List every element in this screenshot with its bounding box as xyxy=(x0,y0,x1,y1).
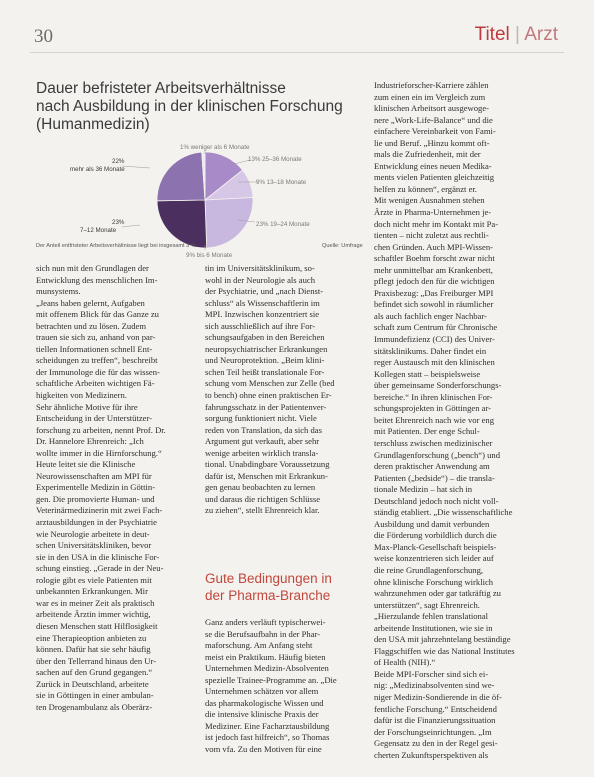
text-line: beitet Ehrenreich nach wie vor eng xyxy=(374,414,495,425)
text-line: und daraus die richtigen Schlüsse xyxy=(205,493,321,504)
pie-label-r1: 13% 25–36 Monate xyxy=(248,156,302,163)
text-line: terschluss zwischen medizinischer xyxy=(374,437,493,448)
text-line: lie und Beruf. „Hinzu kommt oft- xyxy=(374,137,490,148)
pie-slice-2 xyxy=(205,198,253,248)
text-line: befindet sich sowohl in räumlicher xyxy=(374,299,494,310)
text-line: vom vfa. Zu den Motiven für eine xyxy=(205,744,322,755)
text-line: „Jeans haben gelernt, Aufgaben xyxy=(36,297,145,308)
text-line: können. Dafür hat sie sehr häufig xyxy=(36,644,151,655)
text-line: fahrungsschatz in der Patientenver- xyxy=(205,401,327,412)
subheading-line: Gute Bedingungen in xyxy=(205,571,332,586)
text-line: eine Therapieoption anbieten zu xyxy=(36,632,147,643)
section-subtitle: Arzt xyxy=(524,24,558,45)
text-line: neuropsychiatrischer Erkrankungen xyxy=(205,343,328,354)
text-line: die Förderung vorbildlich durch die xyxy=(374,530,497,541)
text-line: Unternehmen Medizin-Absolventen xyxy=(205,663,329,674)
text-line: ments vielen Patienten gleichzeitig xyxy=(374,172,495,183)
subheading-line: der Pharma-Branche xyxy=(205,588,331,603)
pie-label-top: 1% weniger als 6 Monate xyxy=(180,144,250,151)
text-line: Heute leitet sie die Klinische xyxy=(36,459,136,470)
text-line: niger Medizin-Sondierende in die öf- xyxy=(374,691,502,702)
text-line: Experimentelle Medizin in Göttin- xyxy=(36,482,156,493)
text-line: der Forschungseinrichtungen. „Im xyxy=(374,726,492,737)
text-line: Argument gut verkauft, aber sehr xyxy=(205,436,320,447)
text-line: Entwicklung des menschlichen Im- xyxy=(36,274,158,285)
text-line: schung einstieg. „Gerade in der Neu- xyxy=(36,563,164,574)
text-line: munsystems. xyxy=(36,286,81,297)
text-line: als auch fachlich enger Nachbar- xyxy=(374,310,487,321)
text-line: tional. Unabdingbare Voraussetzung xyxy=(205,459,330,470)
text-line: spezielle Trainee-Programme an. „Die xyxy=(205,674,337,685)
text-line: arztausbildungen in der Psychiatrie xyxy=(36,517,157,528)
text-line: Praxisbezug: „Das Freiburger MPI xyxy=(374,287,494,298)
chart-caption: Der Anteil entfristeter Arbeitsverhältnisse liegt bei insgesamt 3 %. xyxy=(36,243,198,249)
text-line: schung vom Menschen zur Zelle (bed xyxy=(205,378,335,389)
text-line: maforschung. Am Anfang steht xyxy=(205,640,313,651)
chart-title-line: (Humanmedizin) xyxy=(36,116,150,133)
text-line: das pharmakologische Wissen und xyxy=(205,697,324,708)
text-column-2b xyxy=(205,617,365,756)
text-line: und Neuroprotektion. „Beim klini- xyxy=(205,355,325,366)
text-line: mit offenem Blick für das Ganze zu xyxy=(36,309,159,320)
text-line: schluss“ als Wissenschaftlerin im xyxy=(205,297,320,308)
text-line: schen Universitätskliniken, bevor xyxy=(36,540,152,551)
text-line: ohne klinische Forschung wirklich xyxy=(374,576,494,587)
text-line: gen. Die promovierte Human- und xyxy=(36,493,155,504)
text-line: gen genau beobachten zu lernen xyxy=(205,482,316,493)
text-line: nig: „Medizinabsolventen sind we- xyxy=(374,680,495,691)
text-line: schen Teil heißt translationale For- xyxy=(205,366,325,377)
pie-slices xyxy=(157,152,253,248)
text-line: ten Drogenambulanz als Oberärz- xyxy=(36,701,153,712)
section-subheading xyxy=(205,570,365,604)
section-title: Titel xyxy=(474,24,510,45)
text-line: ständig etabliert. „Die wissenschaftliche xyxy=(374,507,513,518)
text-line: fentliche Forschung.“ Entscheidend xyxy=(374,703,497,714)
text-column-1 xyxy=(36,263,186,713)
text-line: Dr. Hannelore Ehrenreich: „Ich xyxy=(36,436,144,447)
pie-slice-4 xyxy=(157,152,205,201)
text-line: „Hierzulande fehlen translational xyxy=(374,611,489,622)
pie-label-left1-text: mehr als 36 Monate xyxy=(70,166,125,173)
text-line: sorgung funktioniert nicht. Viele xyxy=(205,413,317,424)
text-line: die reine Grundlagenforschung, xyxy=(374,564,484,575)
pie-label-bottom: 9% bis 6 Monate xyxy=(186,252,233,259)
chart-source: Quelle: Umfrage xyxy=(322,243,363,249)
text-line: schaftliche Arbeiten wichtigen Fä- xyxy=(36,378,155,389)
text-line: diesen Menschen statt Hilflosigkeit xyxy=(36,620,158,631)
text-line: tionale Medizin – hat sich in xyxy=(374,484,473,495)
text-line: Patienten („bedside“) – die transla- xyxy=(374,472,495,483)
text-line: nere „Work-Life-Balance“ und die xyxy=(374,114,493,125)
text-line: meist ein Praktikum. Häufig bieten xyxy=(205,651,326,662)
text-line: mit Patienten. Der enge Schul- xyxy=(374,426,480,437)
text-line: Veterinärmedizinerin mit zwei Fach- xyxy=(36,505,163,516)
pie-label-left2-text: 7–12 Monate xyxy=(80,227,117,234)
text-line: se die Berufsaufbahn in der Phar- xyxy=(205,628,321,639)
text-line: Ganz anders verläuft typischerwei- xyxy=(205,617,326,627)
text-line: ist jedoch fast hilfreich“, so Thomas xyxy=(205,732,330,743)
text-line: Deutschland jedoch noch nicht voll- xyxy=(374,495,499,506)
text-line: to bench) ohne einen praktischen Er- xyxy=(205,390,332,401)
text-line: helfen zu können“, ergänzt er. xyxy=(374,183,477,194)
text-line: der Psychiatrie, und „nach Dienst- xyxy=(205,286,324,297)
text-line: die intensive klinische Praxis der xyxy=(205,709,319,720)
text-column-2 xyxy=(205,263,365,517)
text-line: über den Tellerrand hinaus den Ur- xyxy=(36,655,157,666)
text-line: Entwicklung eines neuen Medika- xyxy=(374,160,492,171)
text-line: wenige arbeiten wirklich transla- xyxy=(205,447,319,458)
text-line: chen Gründen. Auch MPI-Wissen- xyxy=(374,241,493,252)
text-line: pflegt jedoch den für die wichtigen xyxy=(374,276,495,287)
text-line: doch nicht mehr im Kontakt mit Pa- xyxy=(374,218,499,229)
text-line: Unternehmen schätzen vor allem xyxy=(205,686,319,697)
pie-label-r3: 23% 19–24 Monate xyxy=(256,221,310,228)
text-line: klinischen Arbeitsort ausgewoge- xyxy=(374,103,490,114)
text-line: Neurowissenschaften am MPI für xyxy=(36,470,152,481)
text-line: dafür ist, Menschen mit Erkrankun- xyxy=(205,470,328,481)
pie-label-left1-pct: 22% xyxy=(112,158,125,165)
text-line: Kollegen statt – beispielsweise xyxy=(374,368,481,379)
text-line: wollte immer in die Hirnforschung.“ xyxy=(36,447,162,458)
text-line: wahrzunehmen oder gar tatkräftig zu xyxy=(374,588,501,599)
text-line: arbeitende Ärztin immer wichtig, xyxy=(36,609,151,620)
text-line: sitätsklinikums. Daher findet ein xyxy=(374,345,487,356)
page-number: 30 xyxy=(34,26,53,47)
text-line: MPI. Inzwischen konzentriert sie xyxy=(205,309,320,320)
text-line: Max-Planck-Gesellschaft beispiels- xyxy=(374,541,497,552)
text-line: dafür ist die Finanzierungssituation xyxy=(374,715,496,726)
text-line: weise konzentrieren sich leider auf xyxy=(374,553,494,564)
text-line: tin im Universitätsklinikum, so- xyxy=(205,263,315,273)
text-line: Mit wenigen Ausnahmen stehen xyxy=(374,195,485,206)
text-line: arbeitende Institutionen, wie sie in xyxy=(374,622,493,633)
text-line: Flaggschiffen wie das National Institutes xyxy=(374,645,515,656)
text-line: Zurück in Deutschland, arbeitete xyxy=(36,678,149,689)
text-line: sich nun mit den Grundlagen der xyxy=(36,263,149,273)
text-line: Industrieforscher-Karriere zählen xyxy=(374,80,489,90)
text-line: zum einen ein im Vergleich zum xyxy=(374,91,486,102)
text-line: schungsaufgaben in den Bereichen xyxy=(205,332,325,343)
text-line: Ausbildung und damit verbunden xyxy=(374,518,490,529)
text-line: Sehr ähnliche Motive für ihre xyxy=(36,401,138,412)
pie-label-left2-pct: 23% xyxy=(112,219,125,226)
text-line: reden von Translation, da sich das xyxy=(205,424,322,435)
text-line: sie in Göttingen in einer ambulan- xyxy=(36,690,154,701)
text-line: unbekannten Erkrankungen. Mir xyxy=(36,586,148,597)
text-line: forschung zu arbeiten, nennt Prof. Dr. xyxy=(36,424,166,435)
text-line: of Health (NIH).“ xyxy=(374,657,436,668)
text-line: war es in meiner Zeit als praktisch xyxy=(36,597,155,608)
text-line: über gemeinsame Sonderforschungs- xyxy=(374,380,502,391)
text-line: mals die Zufriedenheit, mit der xyxy=(374,149,481,160)
text-line: zu ziehen“, stellt Ehrenreich klar. xyxy=(205,505,320,516)
text-line: bereiche.“ In ihren klinischen For- xyxy=(374,391,493,402)
text-line: schaft zum Centrum für Chronische xyxy=(374,322,498,333)
text-line: sachen auf den Grund gegangen.“ xyxy=(36,667,153,678)
text-line: Ärzte in Pharma-Unternehmen je- xyxy=(374,207,492,218)
text-line: Mediziner. Eine Facharztausbildung xyxy=(205,720,330,731)
text-line: cherten Zukunftsperspektiven als xyxy=(374,749,489,760)
chart-title-line: Dauer befristeter Arbeitsverhältnisse xyxy=(36,80,286,97)
text-line: Grundlagenforschung („bench“) und xyxy=(374,449,500,460)
text-line: scheidungen zu treffen“, beschreibt xyxy=(36,355,158,366)
text-line: Entscheidung in der Unterstützer- xyxy=(36,413,153,424)
pie-label-r2: 9% 13–18 Monate xyxy=(256,179,307,186)
text-line: Gegensatz zu den in der Regel gesi- xyxy=(374,738,498,749)
text-line: einfachere Vereinbarkeit von Fami- xyxy=(374,126,496,137)
text-line: der Immunologe die für das wissen- xyxy=(36,366,160,377)
text-line: Immundefizienz (CCI) des Univer- xyxy=(374,334,495,345)
text-line: sich ausschließlich auf ihre For- xyxy=(205,320,316,331)
text-line: trauen sie sich zu, anhand von par- xyxy=(36,332,156,343)
text-column-3 xyxy=(374,80,559,761)
chart-title-line: nach Ausbildung in der klinischen Forschung xyxy=(36,98,343,115)
text-line: tienten – nicht zuletzt aus rechtli- xyxy=(374,230,489,241)
text-line: tiellen Informationen schnell Ent- xyxy=(36,343,153,354)
text-line: mehr unmittelbar am Krankenbett, xyxy=(374,264,493,275)
text-line: betrachten und zu lösen. Zudem xyxy=(36,320,147,331)
text-line: wie Neurologie arbeitete in deut- xyxy=(36,528,150,539)
text-line: deren praktischer Anwendung am xyxy=(374,461,490,472)
text-line: reger Austausch mit den klinischen xyxy=(374,357,495,368)
text-line: schungsprojekten in Göttingen ar- xyxy=(374,403,492,414)
text-line: higkeiten von Medizinern. xyxy=(36,390,127,401)
text-line: wohl in der Neurologie als auch xyxy=(205,274,316,285)
section-separator: | xyxy=(515,24,520,45)
text-line: Beide MPI-Forscher sind sich ei- xyxy=(374,668,489,679)
text-line: schaftler Boehm forscht zwar nicht xyxy=(374,253,495,264)
text-line: unterstützen“, sagt Ehrenreich. xyxy=(374,599,480,610)
text-line: rologie gibt es viele Patienten mit xyxy=(36,574,152,585)
pie-slice-3 xyxy=(157,200,207,248)
text-line: den USA mit jahrzehntelang beständige xyxy=(374,634,511,645)
text-line: sie in den USA in die klinische For- xyxy=(36,551,160,562)
